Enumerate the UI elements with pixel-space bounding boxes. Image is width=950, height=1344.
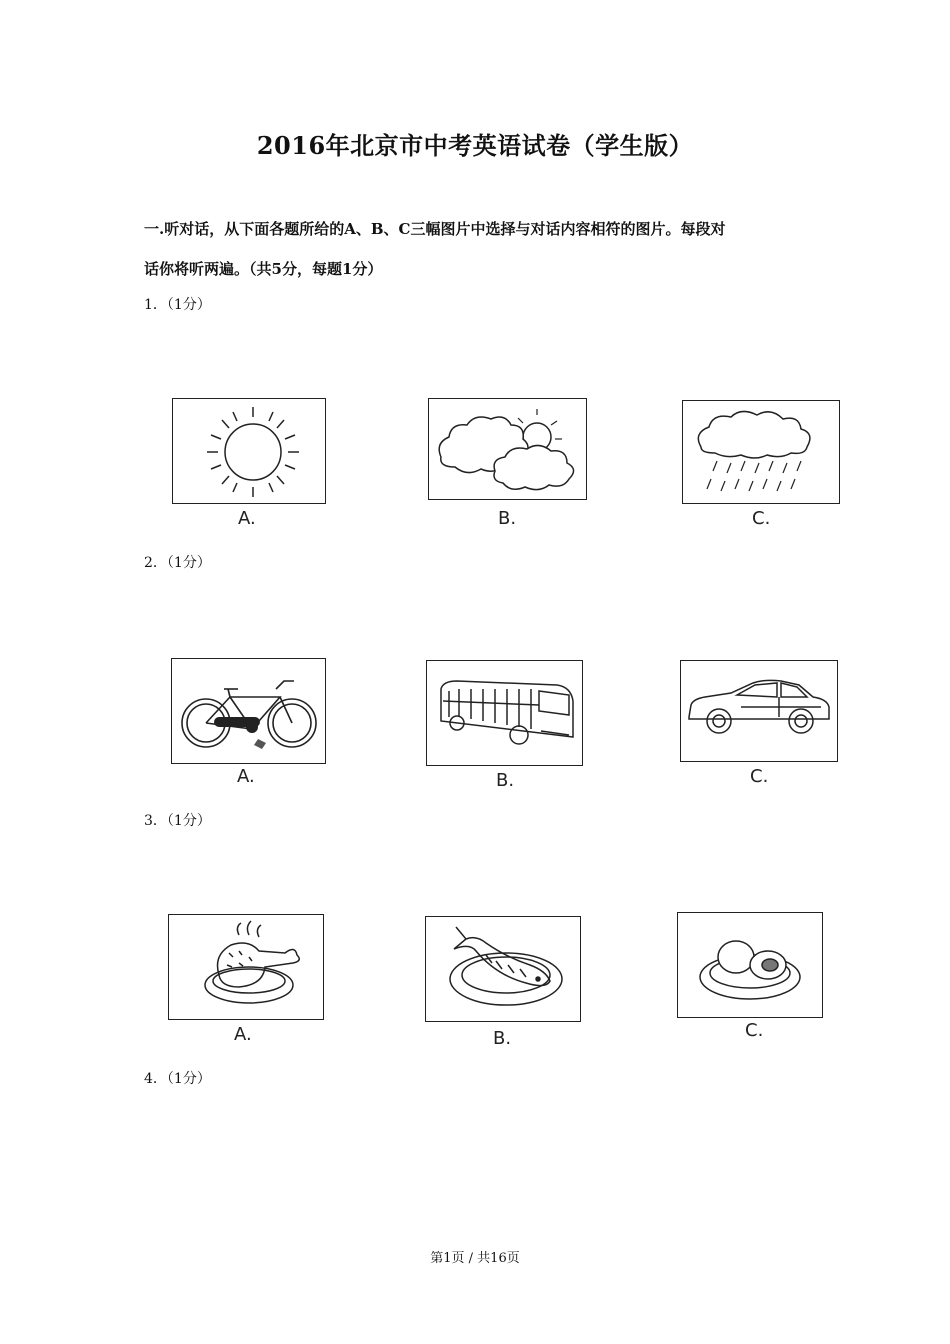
chicken-leg-icon <box>169 915 323 1019</box>
option-letter: C. <box>752 508 771 529</box>
option-letter: B. <box>498 508 517 529</box>
option-letter: C. <box>750 766 769 787</box>
option-letter: A. <box>237 766 255 787</box>
question-3-label: 3．（1分） <box>144 813 211 829</box>
option-letter: B. <box>493 1028 512 1049</box>
bus-icon <box>427 661 582 765</box>
question-1-label: 1．（1分） <box>144 297 211 313</box>
section-instruction-line-2: 话你将听两遍。（共5分，每题1分） <box>144 260 383 278</box>
cloudy-icon <box>429 399 586 499</box>
question-2-label: 2．（1分） <box>144 555 211 571</box>
section-instruction-line-1: 一.听对话，从下面各题所给的A、B、C三幅图片中选择与对话内容相符的图片。每段对 <box>144 220 726 238</box>
sun-icon <box>173 399 325 503</box>
option-letter: A. <box>238 508 256 529</box>
rain-icon <box>683 401 839 503</box>
page-footer: 第1页 / 共16页 <box>430 1251 520 1266</box>
fish-icon <box>426 917 580 1021</box>
page-title: 2016年北京市中考英语试卷（学生版） <box>256 131 694 160</box>
option-letter: B. <box>496 770 515 791</box>
eggs-icon <box>678 913 822 1017</box>
question-4-label: 4．（1分） <box>144 1071 211 1087</box>
bicycle-icon <box>172 659 325 763</box>
option-letter: C. <box>745 1020 764 1041</box>
car-icon <box>681 661 837 761</box>
option-letter: A. <box>234 1024 252 1045</box>
